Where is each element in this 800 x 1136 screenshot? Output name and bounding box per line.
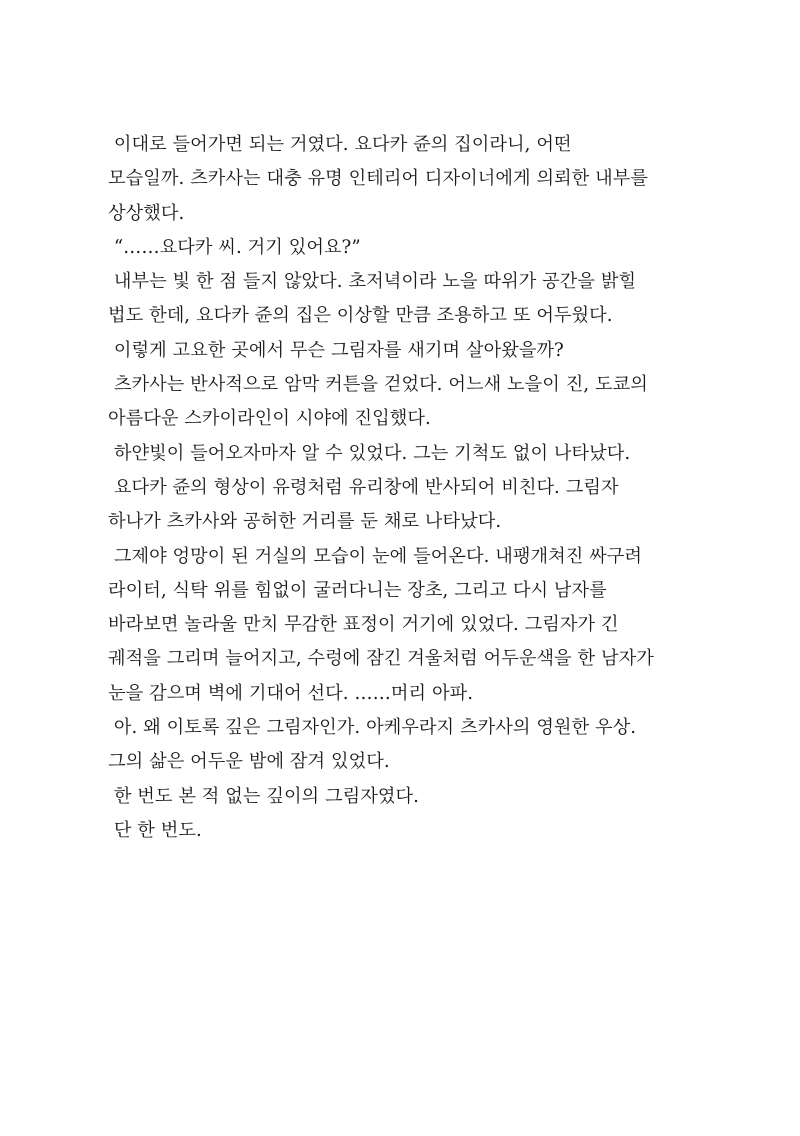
text-line: 하얀빛이 들어오자마자 알 수 있었다. 그는 기척도 없이 나타났다. <box>108 442 631 464</box>
text-line: 아. 왜 이토록 깊은 그림자인가. 아케우라지 츠카사의 영원한 우상. <box>108 717 637 739</box>
text-line: 단 한 번도. <box>108 819 202 841</box>
text-line: “……요다카 씨. 거기 있어요?” <box>108 236 361 258</box>
text-line: 츠카사는 반사적으로 암막 커튼을 걷었다. 어느새 노을이 진, 도쿄의 <box>108 374 648 396</box>
text-line: 그의 삶은 어두운 밤에 잠겨 있었다. <box>108 751 390 773</box>
text-line: 한 번도 본 적 없는 깊이의 그림자였다. <box>108 785 419 807</box>
text-line: 상상했다. <box>108 202 185 224</box>
text-line: 이대로 들어가면 되는 거였다. 요다카 쥰의 집이라니, 어떤 <box>108 134 572 155</box>
text-line: 모습일까. 츠카사는 대충 유명 인테리어 디자이너에게 의뢰한 내부를 <box>108 168 648 190</box>
text-line: 라이터, 식탁 위를 힘없이 굴러다니는 장초, 그리고 다시 남자를 <box>108 579 607 601</box>
text-line: 이렇게 고요한 곳에서 무슨 그림자를 새기며 살아왔을까? <box>108 339 564 361</box>
body-text <box>108 128 698 848</box>
text-line: 바라보면 놀라울 만치 무감한 표정이 거기에 있었다. 그림자가 긴 <box>108 614 619 636</box>
text-line: 그제야 엉망이 된 거실의 모습이 눈에 들어온다. 내팽개쳐진 싸구려 <box>108 545 643 567</box>
text-line: 하나가 츠카사와 공허한 거리를 둔 채로 나타났다. <box>108 511 502 533</box>
text-line: 요다카 쥰의 형상이 유령처럼 유리창에 반사되어 비친다. 그림자 <box>108 476 619 498</box>
text-line: 내부는 빛 한 점 들지 않았다. 초저녁이라 노을 따위가 공간을 밝힐 <box>108 271 637 293</box>
text-line: 눈을 감으며 벽에 기대어 선다. ……머리 아파. <box>108 682 474 704</box>
text-line: 법도 한데, 요다카 쥰의 집은 이상할 만큼 조용하고 또 어두웠다. <box>108 305 613 327</box>
text-line: 궤적을 그리며 늘어지고, 수렁에 잠긴 겨울처럼 어두운색을 한 남자가 <box>108 648 654 670</box>
text-line: 아름다운 스카이라인이 시야에 진입했다. <box>108 408 431 430</box>
